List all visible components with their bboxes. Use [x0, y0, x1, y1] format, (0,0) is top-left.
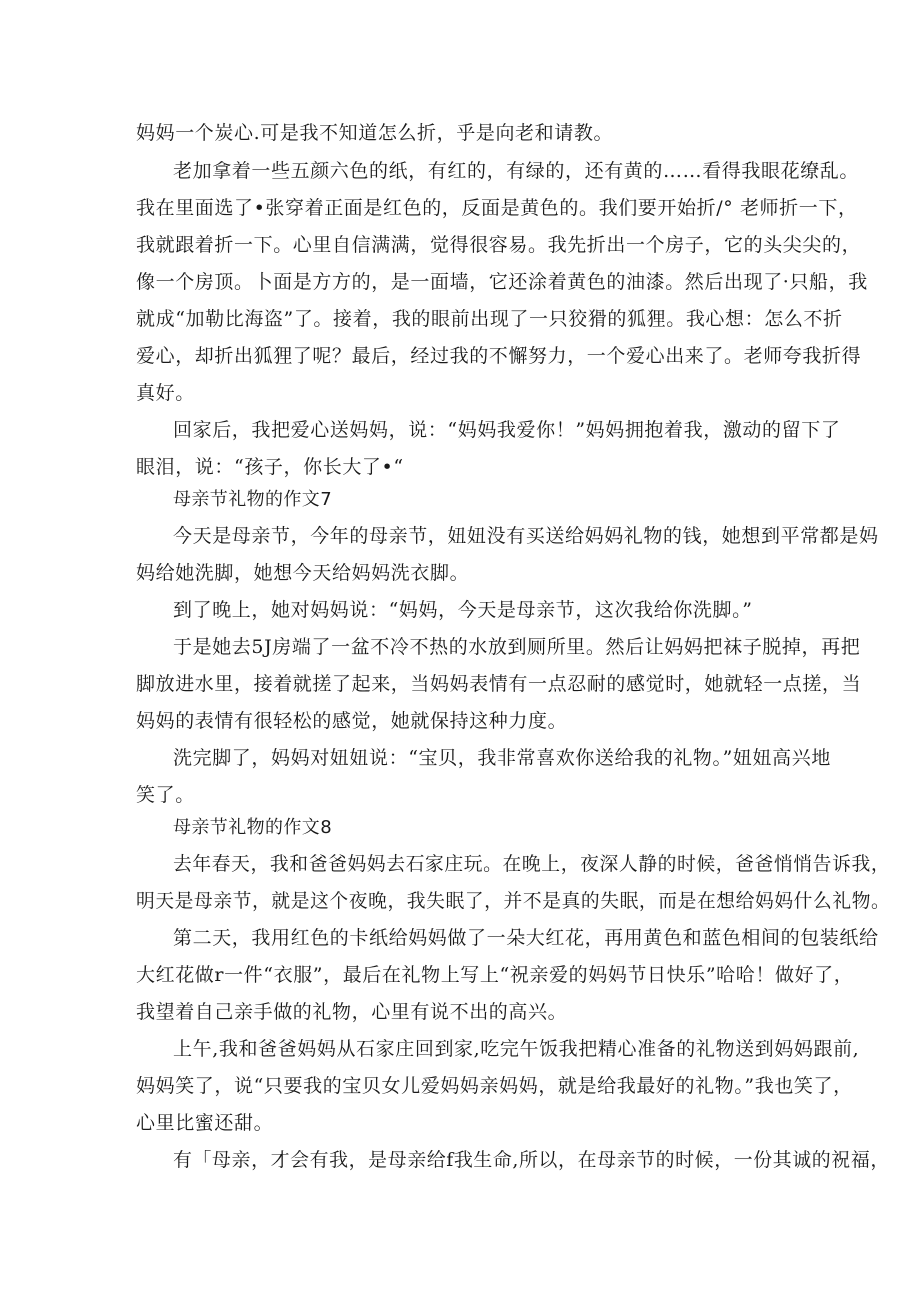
text-line: 妈妈一个炭心.可是我不知道怎么折，乎是向老和请教。 [136, 122, 614, 144]
text-line: 眼泪，说：“孩子，你长大了•“ [136, 456, 404, 478]
text-line: 我望着自己亲手做的礼物，心里有说不出的高兴。 [136, 1001, 568, 1023]
paragraph-start: 洗完脚了，妈妈对妞妞说：“宝贝，我非常喜欢你送给我的礼物。”妞妞高兴地 [173, 747, 831, 769]
text-line: 笑了。 [136, 784, 195, 806]
text-line: 妈妈的表情有很轻松的感觉，她就保持这种力度。 [136, 710, 568, 732]
text-line: 妈妈笑了，说“只要我的宝贝女儿爱妈妈亲妈妈，就是给我最好的礼物。”我也笑了， [136, 1075, 853, 1097]
text-line: 妈给她洗脚，她想今天给妈妈洗衣脚。 [136, 562, 470, 584]
text-line: 爱心，却折出狐狸了呢？最后，经过我的不懈努力，一个爱心出来了。老师夸我折得 [136, 345, 862, 367]
section-heading: 母亲节礼物的作文7 [173, 489, 333, 510]
text-line: 明天是母亲节，就是这个夜晚，我失眠了，并不是真的失眠，而是在想给妈妈什么礼物。 [136, 890, 891, 912]
text-line: 脚放进水里，接着就搓了起来，当妈妈表情有一点忍耐的感觉时，她就轻一点搓，当 [136, 673, 862, 695]
text-line: 我就跟着折一下。心里自信满满，觉得很容易。我先折出一个房子，它的头尖尖的， [136, 234, 862, 256]
paragraph-start: 有「母亲，才会有我，是母亲给f我生命,所以，在母亲节的时候，一份其诚的祝福， [173, 1149, 890, 1171]
text-line: 真好。 [136, 382, 195, 404]
text-line: 我在里面选了•张穿着正面是红色的，反面是黄色的。我们要开始折/° 老师折一下， [136, 197, 858, 219]
text-line: 大红花做r一件“衣服”，最后在礼物上写上“祝亲爱的妈妈节日快乐”哈哈！做好了， [136, 964, 854, 986]
paragraph-start: 第二天，我用红色的卡纸给妈妈做了一朵大红花，再用黄色和蓝色相间的包装纸给 [173, 927, 879, 949]
text-line: 心里比蜜还甜。 [136, 1112, 274, 1134]
paragraph-start: 于是她去5J房端了一盆不冷不热的水放到厕所里。然后让妈妈把袜子脱掉，再把 [173, 636, 861, 658]
section-heading: 母亲节礼物的作文8 [173, 817, 333, 838]
paragraph-start: 上午,我和爸爸妈妈从石家庄回到家,吃完午饭我把精心准备的礼物送到妈妈跟前, [173, 1038, 860, 1060]
text-line: 像一个房顶。卜面是方方的，是一面墙，它还涂着黄色的油漆。然后出现了·只船，我 [136, 271, 868, 293]
paragraph-start: 到了晚上，她对妈妈说：“妈妈，今天是母亲节，这次我给你洗脚。” [173, 599, 753, 621]
paragraph-start: 去年春天，我和爸爸妈妈去石家庄玩。在晚上，夜深人静的时候，爸爸悄悄告诉我， [173, 853, 891, 875]
paragraph-start: 老加拿着一些五颜六色的纸，有红的，有绿的，还有黄的……看得我眼花缭乱。 [173, 160, 860, 182]
paragraph-start: 回家后，我把爱心送妈妈，说：“妈妈我爱你！”妈妈拥抱着我，激动的留下了 [173, 419, 841, 441]
text-line: 就成“加勒比海盗”了。接着，我的眼前出现了一只狡猾的狐狸。我心想：怎么不折 [136, 308, 843, 330]
paragraph-start: 今天是母亲节，今年的母亲节，妞妞没有买送给妈妈礼物的钱，她想到平常都是妈 [173, 525, 879, 547]
